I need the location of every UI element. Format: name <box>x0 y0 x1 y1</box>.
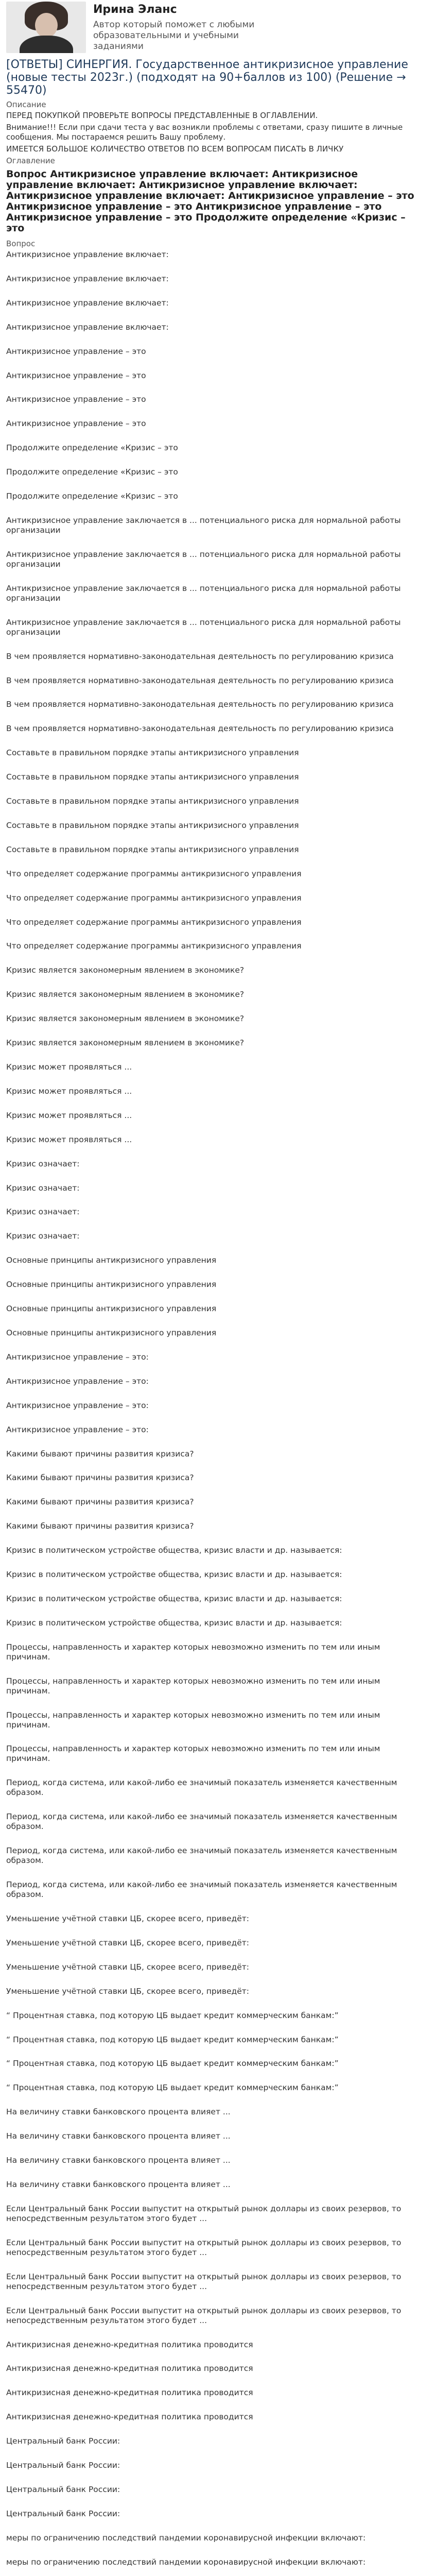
question-item: Антикризисное управление включает: <box>6 250 169 259</box>
question-item: Основные принципы антикризисного управления <box>6 1256 217 1265</box>
question-item: Продолжите определение «Кризис – это <box>6 492 178 501</box>
question-item: Кризис означает: <box>6 1183 80 1193</box>
question-item: Составьте в правильном порядке этапы антикризисного управления <box>6 844 299 854</box>
question-item: Антикризисное управление – это: <box>6 1400 149 1410</box>
question-item: Центральный банк России: <box>6 2484 120 2494</box>
question-item: Антикризисное управление – это <box>6 346 146 356</box>
question-item: Какими бывают причины развития кризиса? <box>6 1473 194 1483</box>
question-item: Процессы, направленность и характер которых невозможно изменить по тем или иным причинам. <box>6 1676 380 1696</box>
question-label: Вопрос <box>6 239 36 248</box>
question-item: Антикризисное управление заключается в ... потенциального риска для нормальной работы организации <box>6 583 401 603</box>
question-item: Кризис является закономерным явлением в экономике? <box>6 1038 245 1048</box>
question-item: Кризис является закономерным явлением в экономике? <box>6 1014 245 1024</box>
question-item: Уменьшение учётной ставки ЦБ, скорее всего, приведёт: <box>6 1986 250 1996</box>
question-item: Какими бывают причины развития кризиса? <box>6 1449 194 1459</box>
author-header <box>0 0 436 53</box>
question-item: Составьте в правильном порядке этапы антикризисного управления <box>6 796 299 806</box>
question-item: Антикризисная денежно-кредитная политика проводится <box>6 2412 253 2422</box>
question-item: Центральный банк России: <box>6 2461 120 2470</box>
question-item: Что определяет содержание программы антикризисного управления <box>6 917 302 927</box>
question-item: Антикризисная денежно-кредитная политика проводится <box>6 2340 253 2349</box>
question-item: Центральный банк России: <box>6 2509 120 2518</box>
question-item: Какими бывают причины развития кризиса? <box>6 1497 194 1507</box>
question-item: Какими бывают причины развития кризиса? <box>6 1521 194 1531</box>
question-item: “ Процентная ставка, под которую ЦБ выдает кредит коммерческим банкам:” <box>6 2035 339 2044</box>
question-item: На величину ставки банковского процента влияет ... <box>6 2179 231 2189</box>
author-info <box>93 2 263 52</box>
page-title: [ОТВЕТЫ] СИНЕРГИЯ. Государственное антикризисное управление (новые тесты 2023г.) (подходят на 90+баллов из 100) (Решение → 55470) <box>6 58 408 97</box>
question-item: Кризис в политическом устройстве общества, кризис власти и др. называется: <box>6 1570 342 1580</box>
question-item: Антикризисная денежно-кредитная политика проводится <box>6 2364 253 2374</box>
question-item: Центральный банк России: <box>6 2436 120 2446</box>
question-item: Если Центральный банк России выпустит на открытый рынок доллары из своих резервов, то непосредственным результатом этого будет ... <box>6 2272 402 2291</box>
question-item: Основные принципы антикризисного управления <box>6 1328 217 1337</box>
description-label: Описание <box>6 100 46 109</box>
question-item: Составьте в правильном порядке этапы антикризисного управления <box>6 820 299 830</box>
question-item: Кризис означает: <box>6 1231 80 1241</box>
question-item: Продолжите определение «Кризис – это <box>6 443 178 453</box>
main-content <box>0 58 436 2576</box>
question-item: Антикризисное управление – это <box>6 395 146 404</box>
question-item: Что определяет содержание программы антикризисного управления <box>6 893 302 903</box>
question-item: Кризис является закономерным явлением в экономике? <box>6 965 245 975</box>
toc-label: Оглавление <box>6 156 55 165</box>
question-item: В чем проявляется нормативно-законодательная деятельность по регулированию кризиса <box>6 675 394 685</box>
author-name[interactable]: Ирина Эланс <box>93 3 177 16</box>
question-item: Уменьшение учётной ставки ЦБ, скорее всего, приведёт: <box>6 1914 250 1923</box>
question-item: меры по ограничению последствий пандемии коронавирусной инфекции включают: <box>6 2557 366 2567</box>
question-item: Кризис может проявляться ... <box>6 1062 132 1072</box>
question-item: Если Центральный банк России выпустит на открытый рынок доллары из своих резервов, то непосредственным результатом этого будет ... <box>6 2306 402 2325</box>
question-item: “ Процентная ставка, под которую ЦБ выдает кредит коммерческим банкам:” <box>6 2010 339 2020</box>
question-item: Период, когда система, или какой-либо ее значимый показатель изменяется качественным образом. <box>6 1880 397 1900</box>
question-item: Антикризисное управление заключается в ... потенциального риска для нормальной работы организации <box>6 617 401 637</box>
question-item: Процессы, направленность и характер которых невозможно изменить по тем или иным причинам. <box>6 1642 380 1662</box>
question-item: Кризис в политическом устройстве общества, кризис власти и др. называется: <box>6 1594 342 1603</box>
question-item: Если Центральный банк России выпустит на открытый рынок доллары из своих резервов, то непосредственным результатом этого будет ... <box>6 2238 402 2257</box>
question-item: Основные принципы антикризисного управления <box>6 1304 217 1314</box>
question-item: Антикризисное управление – это: <box>6 1425 149 1434</box>
question-item: Период, когда система, или какой-либо ее значимый показатель изменяется качественным образом. <box>6 1812 397 1832</box>
description-line: ПЕРЕД ПОКУПКОЙ ПРОВЕРЬТЕ ВОПРОСЫ ПРЕДСТАВЛЕННЫЕ В ОГЛАВЛЕНИИ. <box>6 111 318 120</box>
description-block <box>6 111 430 154</box>
description-line: Внимание!!! Если при сдачи теста у вас возникли проблемы с ответами, сразу пишите в личные сообщения. Мы постараемся решить Вашу проблему. <box>6 123 403 142</box>
question-item: Кризис означает: <box>6 1159 80 1168</box>
author-description: Автор который поможет с любыми образовательными и учебными заданиями <box>93 20 255 52</box>
question-item: Уменьшение учётной ставки ЦБ, скорее всего, приведёт: <box>6 1938 250 1947</box>
question-item: В чем проявляется нормативно-законодательная деятельность по регулированию кризиса <box>6 724 394 734</box>
question-item: На величину ставки банковского процента влияет ... <box>6 2107 231 2117</box>
description-line: ИМЕЕТСЯ БОЛЬШОЕ КОЛИЧЕСТВО ОТВЕТОВ ПО ВСЕМ ВОПРОСАМ ПИСАТЬ В ЛИЧКУ <box>6 144 344 154</box>
question-item: “ Процентная ставка, под которую ЦБ выдает кредит коммерческим банкам:” <box>6 2083 339 2093</box>
question-item: Антикризисное управление заключается в ... потенциального риска для нормальной работы организации <box>6 549 401 569</box>
question-item: Антикризисное управление – это <box>6 419 146 429</box>
question-item: Кризис в политическом устройстве общества, кризис власти и др. называется: <box>6 1546 342 1555</box>
avatar[interactable] <box>6 2 86 53</box>
toc-heading: Вопрос Антикризисное управление включает: Антикризисное управление включает: Антикризисное управление включает: Антикризисное управление включает: Антикризисное управление – это Антикризисное управление – это Антикризисное управление – это Антикризисное управление – это Продолжите определение «Кризис – это <box>6 168 414 234</box>
question-item: Если Центральный банк России выпустит на открытый рынок доллары из своих резервов, то непосредственным результатом этого будет ... <box>6 2204 402 2223</box>
question-item: Антикризисное управление – это: <box>6 1376 149 1386</box>
question-item: Антикризисное управление заключается в ... потенциального риска для нормальной работы организации <box>6 515 401 535</box>
question-item: Период, когда система, или какой-либо ее значимый показатель изменяется качественным образом. <box>6 1846 397 1866</box>
question-item: Кризис может проявляться ... <box>6 1110 132 1120</box>
question-item: В чем проявляется нормативно-законодательная деятельность по регулированию кризиса <box>6 700 394 709</box>
question-item: Процессы, направленность и характер которых невозможно изменить по тем или иным причинам. <box>6 1710 380 1730</box>
question-item: Период, когда система, или какой-либо ее значимый показатель изменяется качественным образом. <box>6 1778 397 1798</box>
question-item: Антикризисное управление включает: <box>6 322 169 332</box>
question-item: Антикризисное управление включает: <box>6 274 169 283</box>
question-item: Основные принципы антикризисного управления <box>6 1280 217 1290</box>
question-item: Что определяет содержание программы антикризисного управления <box>6 869 302 878</box>
question-item: На величину ставки банковского процента влияет ... <box>6 2156 231 2165</box>
question-list <box>6 250 430 2576</box>
question-item: В чем проявляется нормативно-законодательная деятельность по регулированию кризиса <box>6 651 394 661</box>
question-item: Уменьшение учётной ставки ЦБ, скорее всего, приведёт: <box>6 1962 250 1972</box>
question-item: Антикризисное управление – это: <box>6 1352 149 1362</box>
question-item: Антикризисное управление – это <box>6 370 146 380</box>
question-item: Составьте в правильном порядке этапы антикризисного управления <box>6 748 299 758</box>
question-item: Кризис может проявляться ... <box>6 1086 132 1096</box>
question-item: Кризис в политическом устройстве общества, кризис власти и др. называется: <box>6 1618 342 1628</box>
question-item: Антикризисная денежно-кредитная политика проводится <box>6 2388 253 2398</box>
question-item: Процессы, направленность и характер которых невозможно изменить по тем или иным причинам. <box>6 1744 380 1764</box>
question-item: Кризис может проявляться ... <box>6 1134 132 1144</box>
question-item: На величину ставки банковского процента влияет ... <box>6 2131 231 2141</box>
question-item: Что определяет содержание программы антикризисного управления <box>6 941 302 951</box>
question-item: Антикризисное управление включает: <box>6 298 169 308</box>
question-item: Кризис является закономерным явлением в экономике? <box>6 990 245 999</box>
question-item: меры по ограничению последствий пандемии коронавирусной инфекции включают: <box>6 2533 366 2543</box>
question-item: Составьте в правильном порядке этапы антикризисного управления <box>6 772 299 782</box>
question-item: Кризис означает: <box>6 1207 80 1217</box>
question-item: Продолжите определение «Кризис – это <box>6 467 178 477</box>
question-item: “ Процентная ставка, под которую ЦБ выдает кредит коммерческим банкам:” <box>6 2059 339 2069</box>
